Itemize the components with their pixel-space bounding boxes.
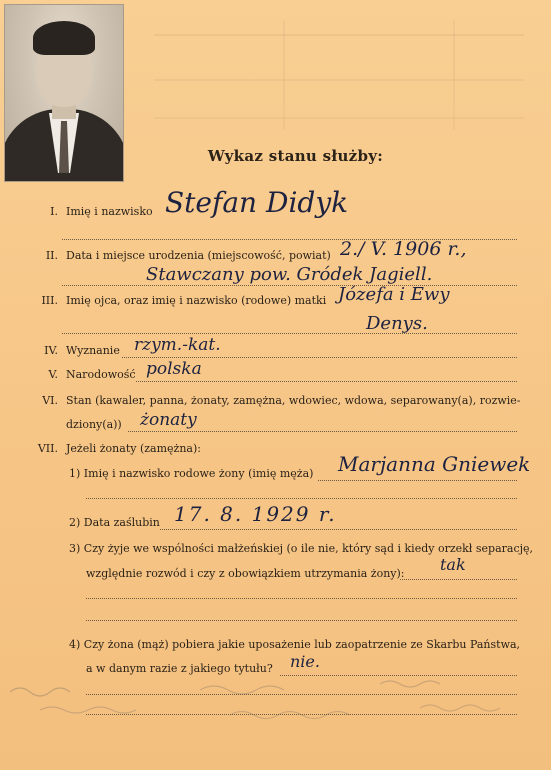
if-married-label: Jeżeli żonaty (zamężna): <box>66 442 201 455</box>
religion-value: rzym.-kat. <box>134 335 221 355</box>
state-benefit-label-cont: a w danym razie z jakiego tytułu? <box>86 662 273 675</box>
spouse-name-label: 1) Imię i nazwisko rodowe żony (imię męża) <box>69 467 314 480</box>
marital-status-label: Stan (kawaler, panna, żonaty, zamężna, wdowiec, wdowa, separowany(a), rozwie- <box>66 394 521 407</box>
row-number: IV. <box>44 344 58 357</box>
wedding-date-label: 2) Data zaślubin <box>69 516 160 529</box>
dotted-line <box>318 480 517 481</box>
marital-status-label-cont: dziony(a)) <box>66 418 122 431</box>
parents-label: Imię ojca, oraz imię i nazwisko (rodowe) matki <box>66 294 327 307</box>
dotted-line <box>122 357 517 358</box>
birth-place-value: Stawczany pow. Gródek Jagiell. <box>146 264 433 285</box>
marital-status-value: żonaty <box>140 410 197 430</box>
form-title: Wykaz stanu służby: <box>207 147 384 165</box>
mother-surname-value: Denys. <box>366 313 428 334</box>
dotted-line <box>86 598 517 599</box>
row-number: VII. <box>37 442 58 455</box>
row-number: VI. <box>42 394 58 407</box>
birth-label: Data i miejsce urodzenia (miejscowość, powiat) <box>66 249 331 262</box>
dotted-line <box>128 431 517 432</box>
cohabitation-value: tak <box>440 555 466 574</box>
religion-label: Wyznanie <box>66 344 120 357</box>
state-benefit-label: 4) Czy żona (mąż) pobiera jakie uposażenie lub zaopatrzenie ze Skarbu Państwa, <box>69 638 521 651</box>
dotted-line <box>160 529 517 530</box>
row-number: I. <box>50 205 58 218</box>
cohabitation-label-cont: względnie rozwód i czy z obowiązkiem utrzymania żony): <box>86 567 405 580</box>
dotted-line <box>400 579 517 580</box>
wedding-date-value: 17. 8. 1929 r. <box>174 502 337 526</box>
dotted-line <box>86 498 517 499</box>
spouse-name-value: Marjanna Gniewek <box>338 452 531 476</box>
row-number: V. <box>48 368 58 381</box>
nationality-label: Narodowość <box>66 368 136 381</box>
nationality-value: polska <box>146 359 202 379</box>
dotted-line <box>62 333 517 334</box>
dotted-line <box>86 620 517 621</box>
name-label: Imię i nazwisko <box>66 205 153 218</box>
state-benefit-value: nie. <box>290 652 320 671</box>
bleed-through-table <box>124 0 551 140</box>
row-number: II. <box>45 249 58 262</box>
bleed-through-marks <box>0 670 551 750</box>
row-number: III. <box>41 294 58 307</box>
name-value: Stefan Didyk <box>165 186 349 219</box>
birth-date-value: 2./ V. 1906 r., <box>340 238 467 260</box>
parents-value: Józefa i Ewy <box>338 284 450 305</box>
cohabitation-label: 3) Czy żyje we wspólności małżeńskiej (o ile nie, który sąd i kiedy orzekł separację, <box>69 542 534 555</box>
dotted-line <box>136 381 517 382</box>
